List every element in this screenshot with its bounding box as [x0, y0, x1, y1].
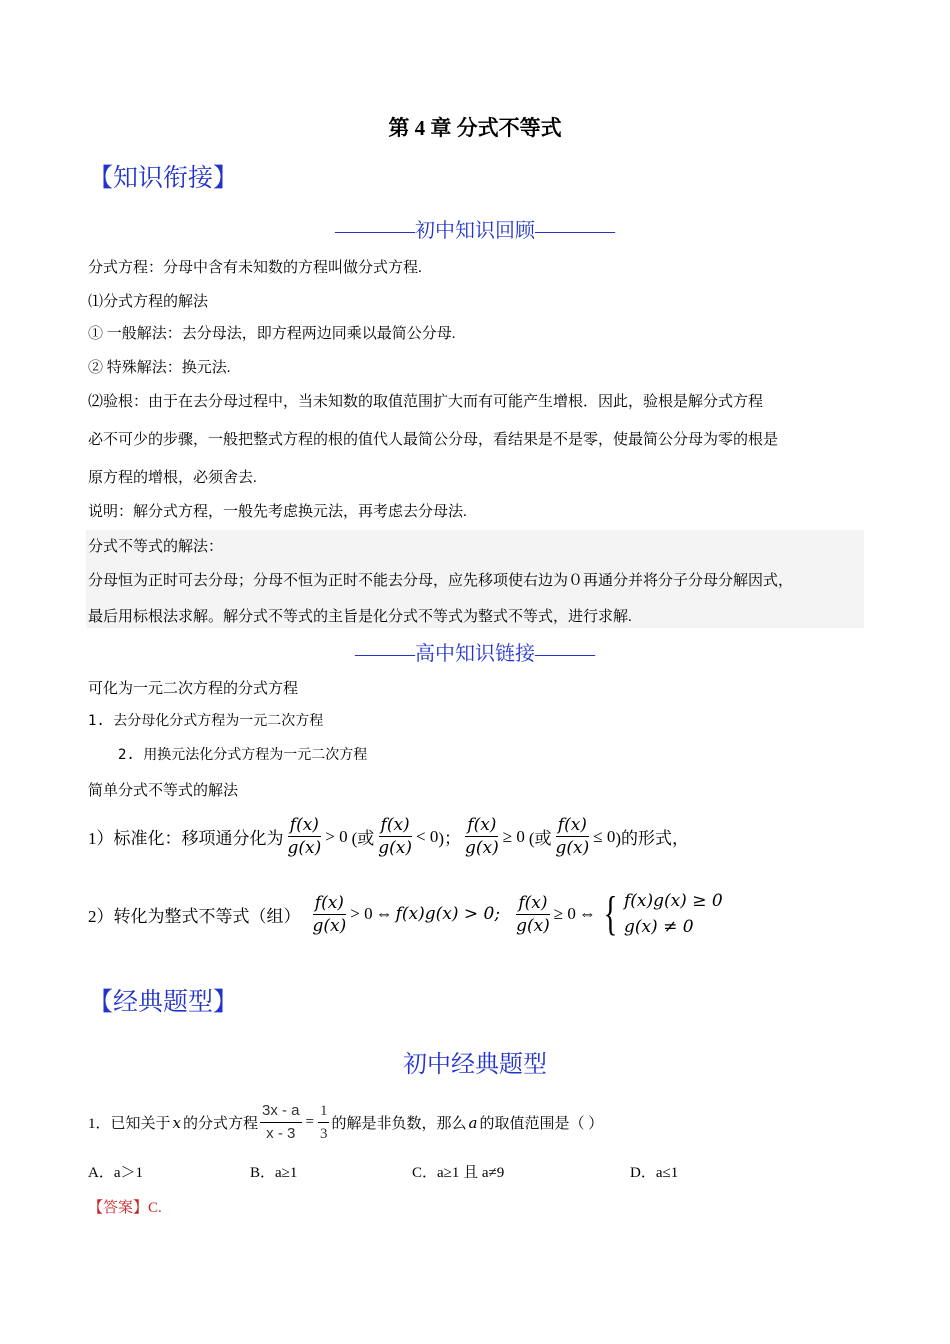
simple-title: 简单分式不等式的解法: [88, 783, 239, 799]
senior-item-2: 2. 用换元法化分式方程为一元二次方程: [118, 747, 368, 763]
answer-label: 【答案】: [88, 1200, 149, 1216]
text-line: ⑵验根：由于在去分母过程中，当未知数的取值范围扩大而有可能产生增根．因此，验根是解分式方程: [88, 394, 764, 410]
option-c: C．a≥1 且 a≠9: [412, 1165, 505, 1181]
fraction: $\frac{f(x)}{g(x)}$: [465, 815, 499, 858]
fraction: $\frac{f(x)}{g(x)}$: [378, 815, 412, 858]
page-title: 第 4 章 分式不等式: [388, 116, 562, 140]
fraction: $\frac{f(x)}{g(x)}$: [555, 815, 590, 858]
answer-value: C.: [148, 1200, 162, 1216]
text-line: ⑴分式方程的解法: [88, 294, 209, 310]
formula-step-2: 2）转化为整式不等式（组） $\frac{f(x)}{g(x)}$ > 0 ⇔ f(x)g(x) > 0; $\frac{f(x)}{g(x)}$ ≥ 0 ⇔ { f(x)g(x) ≥ 0 g(x) ≠ 0: [88, 887, 723, 940]
option-a: A．a＞1: [88, 1165, 143, 1181]
system-of-inequalities: { f(x)g(x) ≥ 0 g(x) ≠ 0: [603, 887, 723, 940]
inequality-line: 分母恒为正时可去分母；分母不恒为正时不能去分母，应先移项使右边为０再通分并将分子分母分解因式，: [88, 573, 794, 589]
text-line: 原方程的增根，必须舍去.: [88, 470, 257, 486]
text-line: ② 特殊解法：换元法.: [88, 360, 231, 376]
classic-heading: 初中经典题型: [403, 1052, 547, 1078]
senior-link-heading: ———高中知识链接———: [355, 643, 595, 665]
brace-icon: {: [603, 887, 618, 940]
fraction: $\frac{3x - a}{x - 3}$: [262, 1102, 300, 1142]
junior-review-heading: ————初中知识回顾————: [335, 220, 615, 242]
option-b: B．a≥1: [250, 1165, 298, 1181]
text-line: 分式方程：分母中含有未知数的方程叫做分式方程.: [88, 260, 422, 276]
text-line: ① 一般解法：去分母法，即方程两边同乘以最简公分母.: [88, 326, 456, 342]
inequality-title: 分式不等式的解法：: [88, 539, 224, 555]
text-line: 必不可少的步骤，一般把整式方程的根的值代人最简公分母，看结果是不是零，使最简公分母为零的根是: [88, 432, 779, 448]
question-1: 1．已知关于 x 的分式方程 $\frac{3x - a}{x - 3}$ = $\frac{1}{3}$ 的解是非负数，那么 a 的取值范围是（ ）: [88, 1100, 603, 1145]
formula-step-1: 1）标准化：移项通分化为 $\frac{f(x)}{g(x)}$ > 0 (或 $\frac{f(x)}{g(x)}$ < 0 )； $\frac{f(x)}{g(x)}$ ≥ 0 (或 $\frac{f(x)}{g(x)}$ ≤ 0 )的形式，: [88, 815, 689, 858]
step1-label: 1）标准化：移项通分化为: [88, 829, 284, 848]
fraction: $\frac{f(x)}{g(x)}$: [516, 892, 550, 936]
fraction: $\frac{f(x)}{g(x)}$: [287, 815, 322, 858]
section-knowledge: 【知识衔接】: [88, 165, 239, 192]
fraction: $\frac{f(x)}{g(x)}$: [312, 892, 347, 936]
senior-intro: 可化为一元二次方程的分式方程: [88, 681, 299, 697]
step2-label: 2）转化为整式不等式（组）: [88, 906, 301, 926]
fraction: $\frac{1}{3}$: [318, 1100, 330, 1145]
senior-item-1: 1. 去分母化分式方程为一元二次方程: [88, 713, 324, 729]
answer: [88, 1196, 162, 1217]
text-line: 说明：解分式方程，一般先考虑换元法，再考虑去分母法.: [88, 504, 467, 520]
option-d: D．a≤1: [630, 1165, 679, 1181]
section-classic: 【经典题型】: [88, 989, 239, 1016]
inequality-line: 最后用标根法求解。解分式不等式的主旨是化分式不等式为整式不等式，进行求解.: [88, 609, 632, 625]
